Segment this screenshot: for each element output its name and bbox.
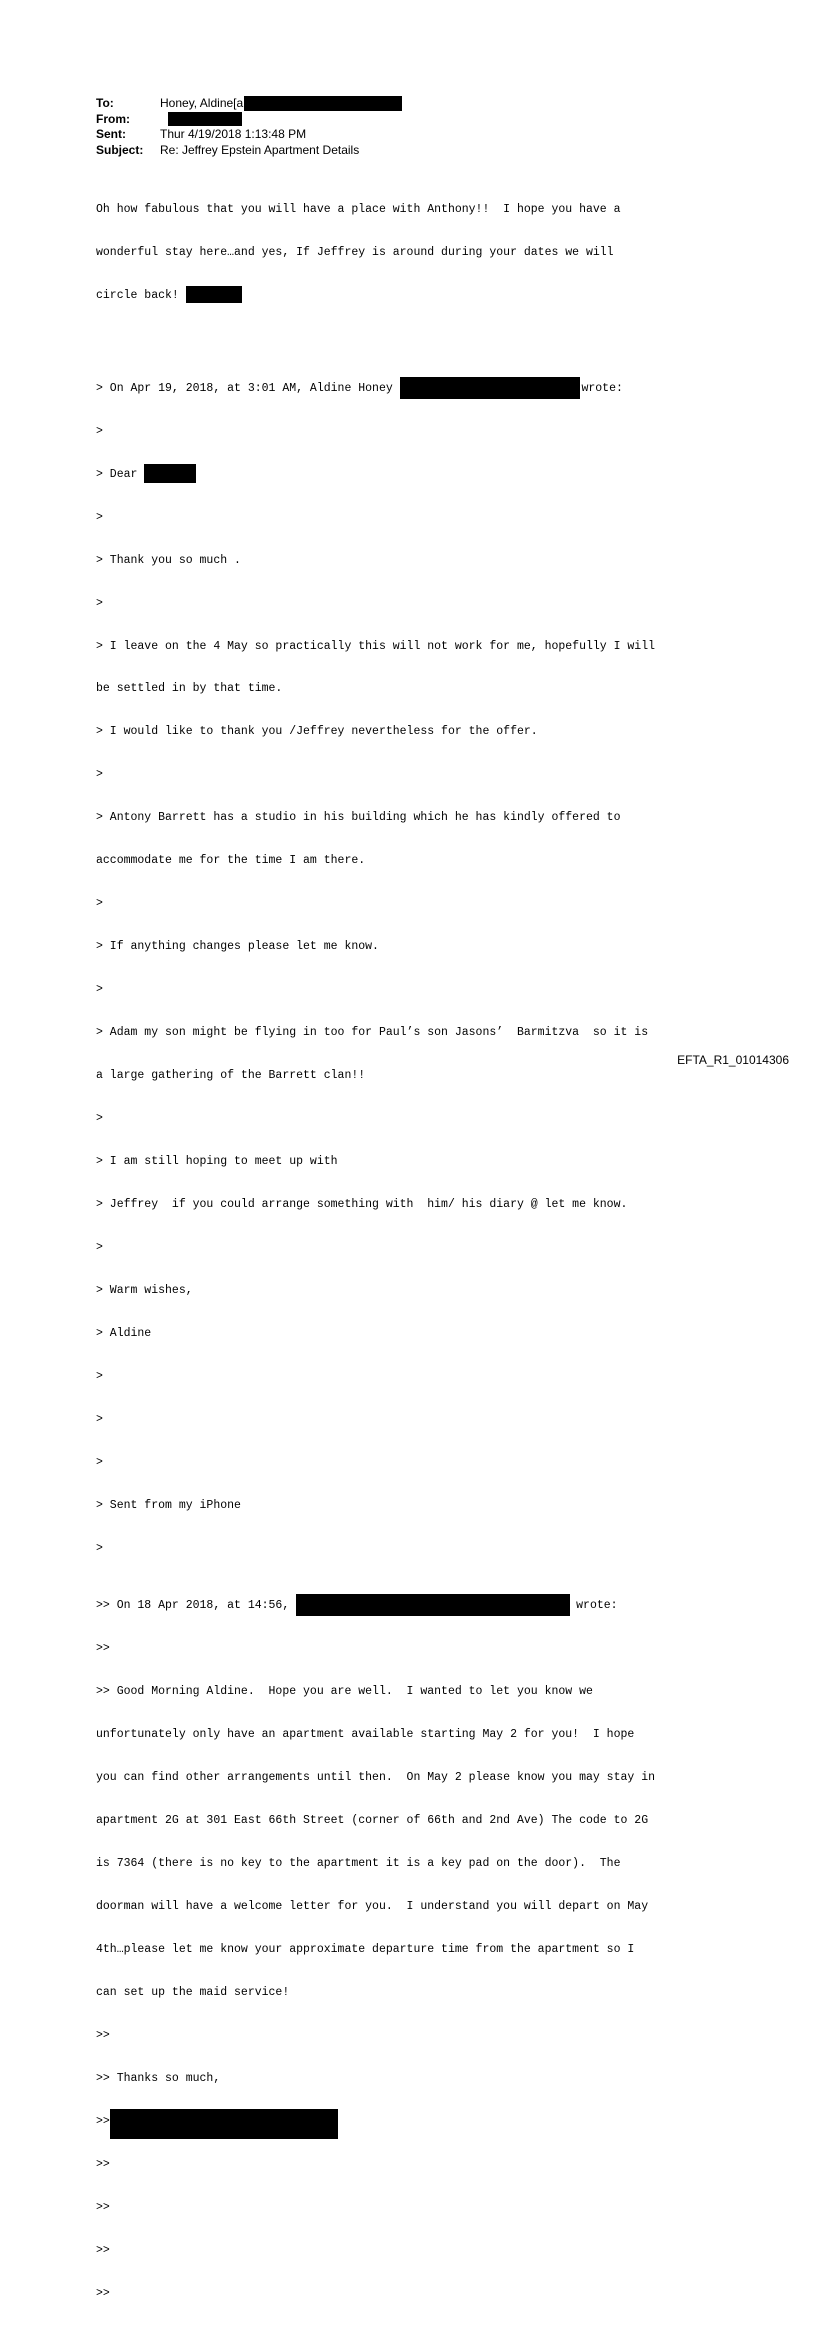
quote1-dear	[96, 468, 736, 482]
quote2-intro-suffix: wrote:	[576, 1599, 618, 1613]
to-label: To:	[96, 96, 114, 110]
quote-line: > Warm wishes,	[96, 1284, 193, 1298]
redaction-bar	[144, 464, 196, 483]
document-id: EFTA_R1_01014306	[677, 1053, 789, 1067]
sent-label: Sent:	[96, 127, 126, 141]
redaction-bar	[168, 112, 242, 126]
quote1-intro-suffix: > wrote:	[567, 381, 623, 395]
quote-line: >>	[96, 2287, 110, 2301]
quote2-intro-prefix: >> On 18 Apr 2018, at 14:56,	[96, 1599, 290, 1613]
quote-line: 4th…please let me know your approximate departure time from the apartment so I	[96, 1943, 635, 1957]
quote-line: can set up the maid service!	[96, 1986, 290, 2000]
from-value	[160, 112, 242, 128]
quote-line: >	[96, 510, 103, 524]
reply-line: Oh how fabulous that you will have a place with Anthony!! I hope you have a	[96, 202, 621, 216]
quote-line: > I am still hoping to meet up with	[96, 1155, 338, 1169]
quote2-intro	[96, 1599, 736, 1613]
quote-line: > Aldine	[96, 1327, 152, 1341]
quote-line: >> Thanks so much,	[96, 2072, 221, 2086]
quote-line: apartment 2G at 301 East 66th Street (corner of 66th and 2nd Ave) The code to 2G	[96, 1814, 649, 1828]
subject-value: Re: Jeffrey Epstein Apartment Details	[160, 142, 360, 157]
dear-text: > Dear	[96, 467, 138, 481]
quote-line: >	[96, 424, 103, 438]
redaction-bar	[186, 286, 242, 303]
reply-line-text: circle back!	[96, 288, 179, 302]
redaction-bar	[296, 1594, 570, 1616]
quote-line: >	[96, 768, 103, 782]
quote-line: a large gathering of the Barrett clan!!	[96, 1069, 366, 1083]
quote-line: doorman will have a welcome letter for you. I understand you will depart on May	[96, 1900, 649, 1914]
quote1-intro	[96, 382, 736, 396]
quote-line: >	[96, 596, 103, 610]
email-body	[96, 174, 736, 2330]
redaction-bar	[244, 96, 402, 111]
quote-line: >>	[96, 2158, 110, 2172]
quote-line	[96, 2115, 736, 2129]
reply-line	[96, 289, 736, 303]
quote-line: >>	[96, 2244, 110, 2258]
subject-label: Subject:	[96, 142, 144, 157]
quote-line: >> Good Morning Aldine. Hope you are well. I wanted to let you know we	[96, 1685, 593, 1699]
quote-line: >>	[96, 1642, 110, 1656]
quote-line: > I leave on the 4 May so practically this will not work for me, hopefully I will	[96, 639, 655, 653]
quote-line: be settled in by that time.	[96, 682, 283, 696]
quote-line: is 7364 (there is no key to the apartment it is a key pad on the door). The	[96, 1857, 621, 1871]
quote-line: > Adam my son might be flying in too for Paul’s son Jasons’ Barmitzva so it is	[96, 1026, 649, 1040]
quote-line: >	[96, 897, 103, 911]
redaction-bar	[110, 2109, 338, 2139]
to-value	[160, 96, 402, 112]
quote1-intro-prefix: > On Apr 19, 2018, at 3:01 AM, Aldine Honey	[96, 381, 393, 395]
quote-line: >	[96, 1456, 103, 1470]
from-label: From:	[96, 111, 130, 126]
redaction-bar	[400, 377, 580, 399]
quote-line: >	[96, 1241, 103, 1255]
sent-value: Thur 4/19/2018 1:13:48 PM	[160, 127, 307, 141]
quote-line: >	[96, 983, 103, 997]
quote-line: >	[96, 1370, 103, 1384]
quote-line: > Antony Barrett has a studio in his building which he has kindly offered to	[96, 811, 621, 825]
quote-line: you can find other arrangements until then. On May 2 please know you may stay in	[96, 1771, 655, 1785]
quote-line: >>	[96, 2029, 110, 2043]
quote-line: >	[96, 1542, 103, 1556]
to-recipient: Honey, Aldine[a	[160, 96, 244, 110]
quote-line: > I would like to thank you /Jeffrey nevertheless for the offer.	[96, 725, 538, 739]
quote-line: > If anything changes please let me know.	[96, 940, 379, 954]
quote-line: >	[96, 1413, 103, 1427]
quote-line: > Thank you so much .	[96, 553, 241, 567]
quote-line: unfortunately only have an apartment available starting May 2 for you! I hope	[96, 1728, 635, 1742]
quote-line: >>	[96, 2201, 110, 2215]
quote-marker: >>	[96, 2115, 110, 2129]
quote-line: > Sent from my iPhone	[96, 1499, 241, 1513]
reply-line: wonderful stay here…and yes, If Jeffrey is around during your dates we will	[96, 245, 614, 259]
quote-line: > Jeffrey if you could arrange something with him/ his diary @ let me know.	[96, 1198, 628, 1212]
quote-line: accommodate me for the time I am there.	[96, 854, 366, 868]
quote-line: >	[96, 1112, 103, 1126]
